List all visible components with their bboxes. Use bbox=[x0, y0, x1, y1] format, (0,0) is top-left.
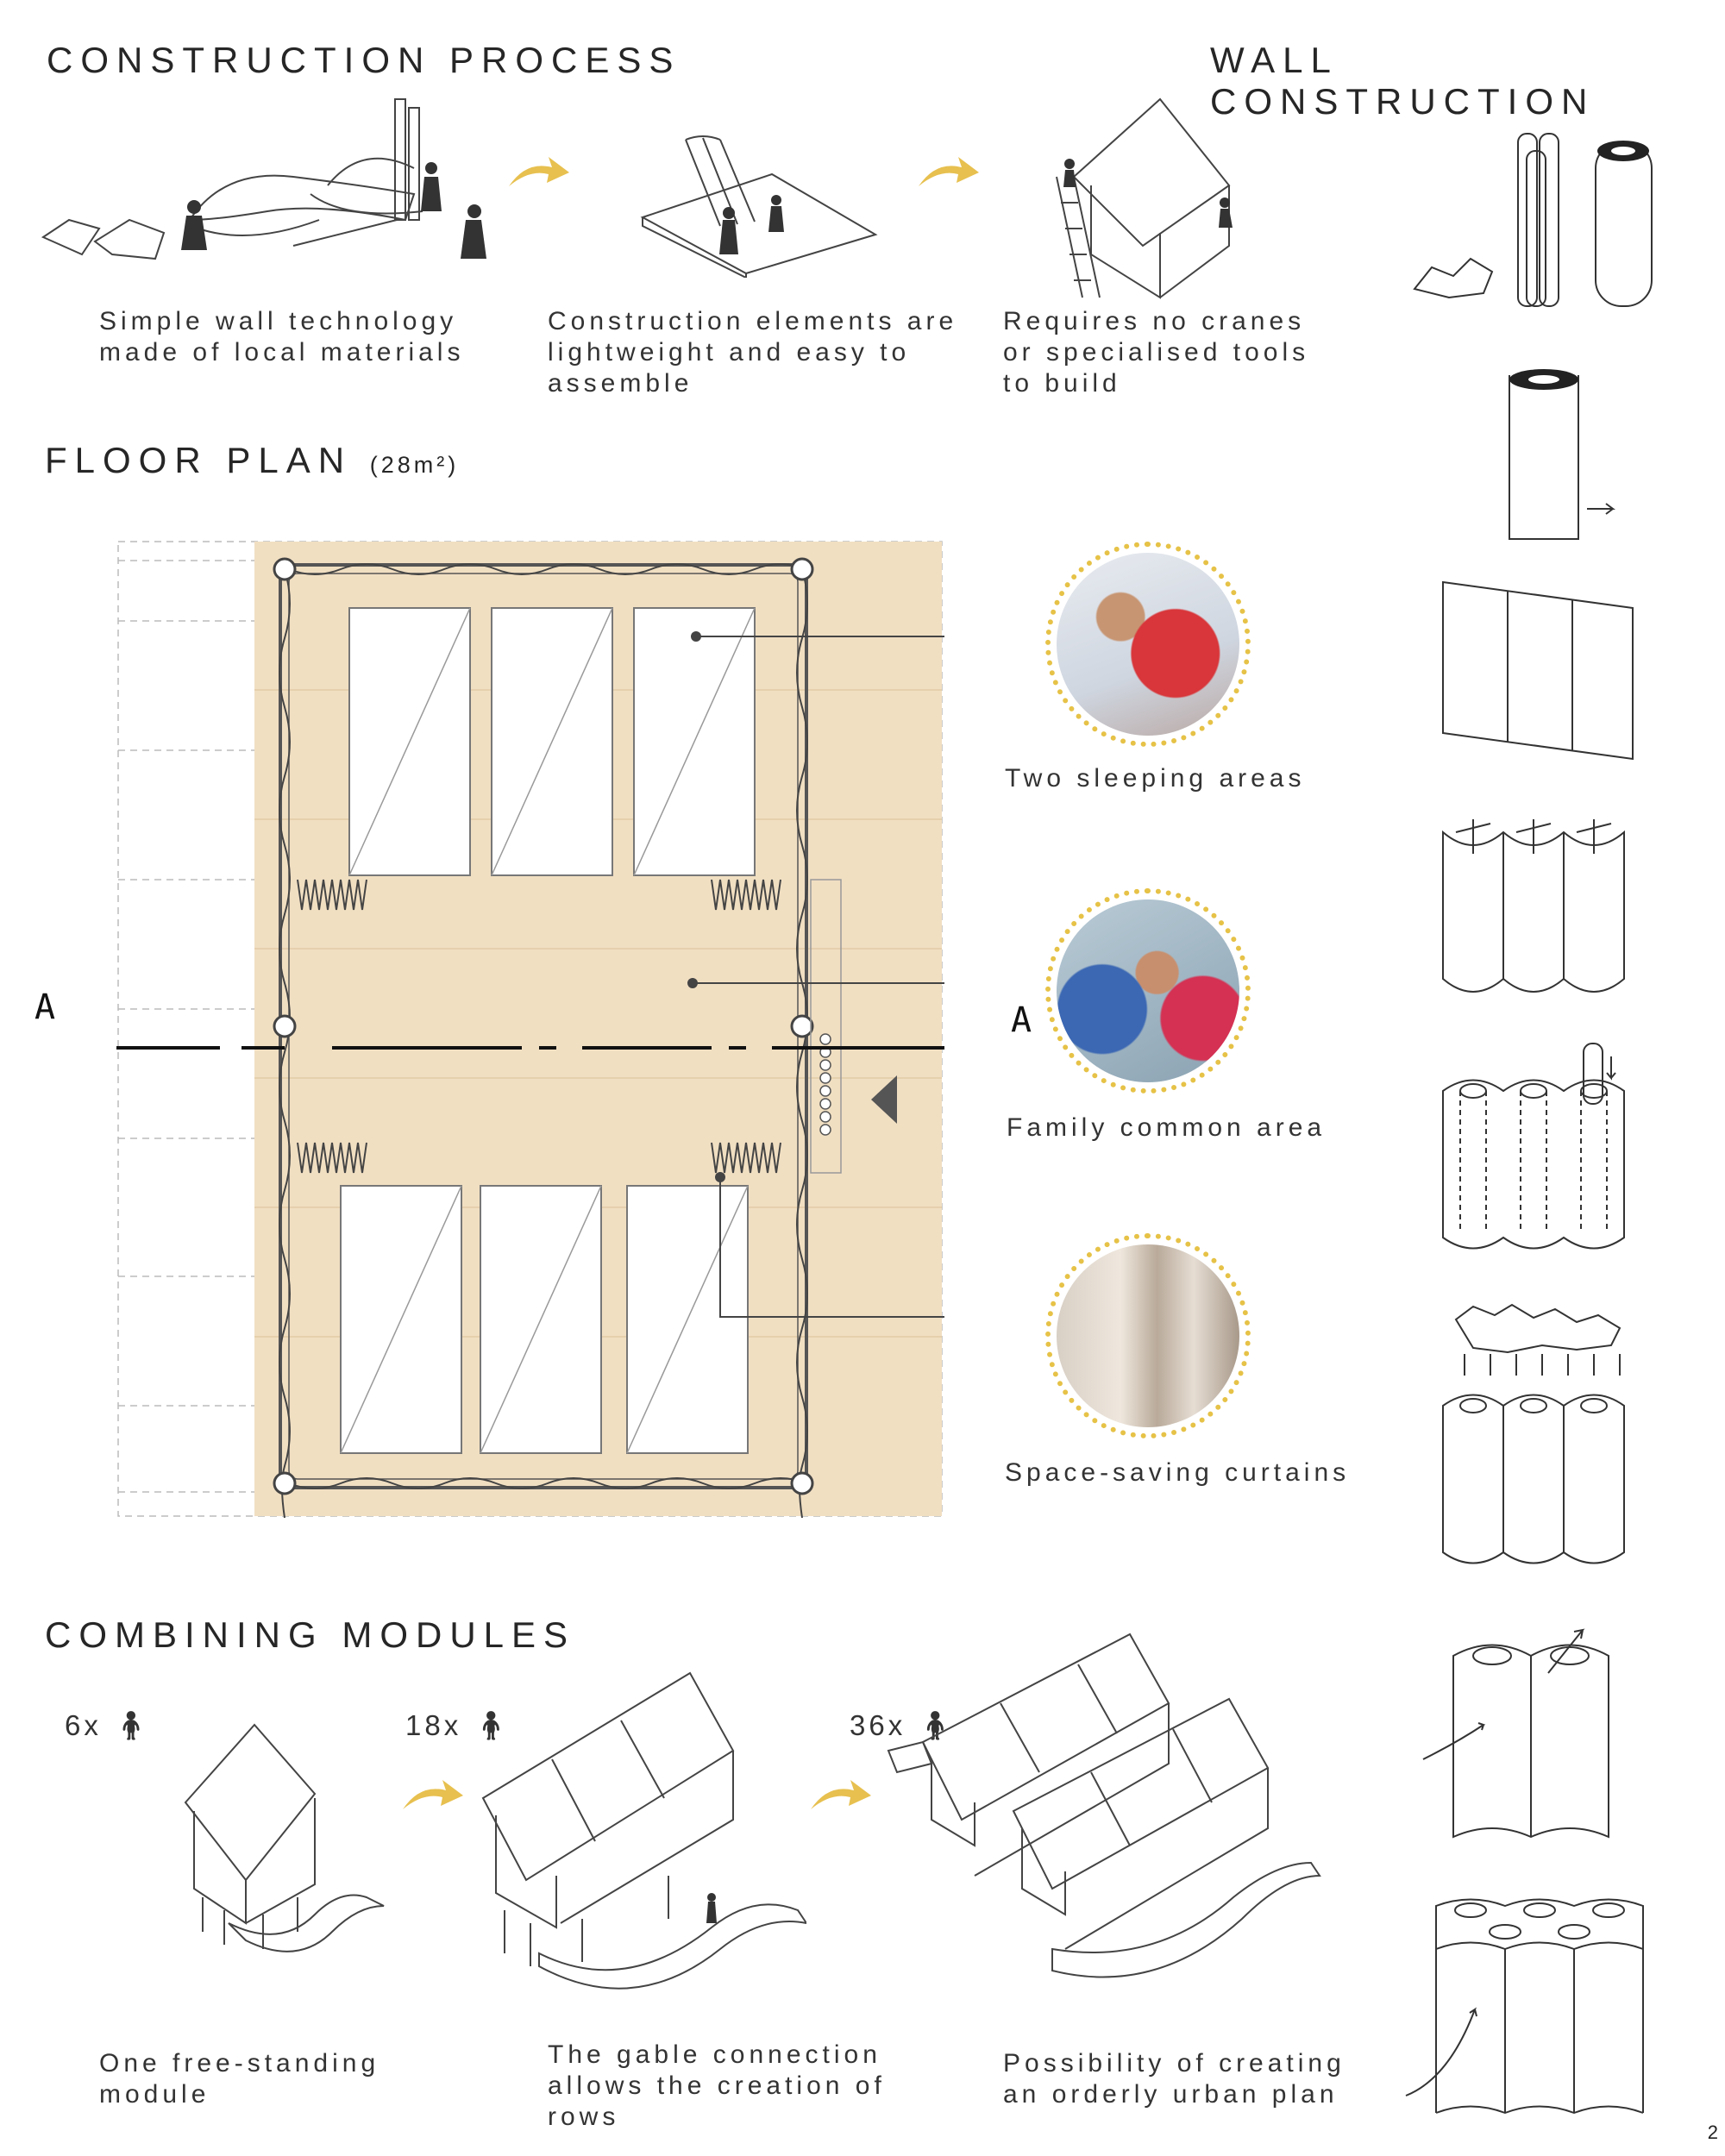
no-cranes-illustration bbox=[1022, 91, 1246, 306]
module-caption-3: Possibility of creating an orderly urban plan bbox=[1003, 2049, 1346, 2109]
module-count-1-text: 6x bbox=[65, 1709, 102, 1741]
curtain-photo bbox=[1057, 1244, 1239, 1427]
sleeping-man-photo bbox=[1057, 553, 1239, 736]
zone-caption-common: Family common area bbox=[1007, 1113, 1327, 1142]
wall-step-4-fold-illustration bbox=[1439, 815, 1646, 1022]
process-caption-3: Requires no cranes or specialised tools to build bbox=[1003, 307, 1310, 398]
wall-step-1-materials-illustration bbox=[1406, 125, 1665, 319]
wall-step-5-insert-tubes-illustration bbox=[1439, 1039, 1654, 1263]
zone-caption-curtains: Space-saving curtains bbox=[1005, 1458, 1351, 1487]
yellow-arrow-1-icon bbox=[505, 154, 574, 192]
wall-step-6-fill-illustration bbox=[1439, 1294, 1654, 1578]
section-marker-left: A bbox=[34, 987, 56, 1027]
construction-process-heading: CONSTRUCTION PROCESS bbox=[47, 40, 681, 80]
person-icon: 🧍︎ bbox=[113, 1709, 153, 1741]
floor-plan-heading bbox=[45, 440, 459, 481]
wall-construction-heading: WALL CONSTRUCTION bbox=[1210, 40, 1596, 122]
wall-step-3-flat-panel-illustration bbox=[1439, 573, 1646, 763]
wall-step-8-double-wall-illustration bbox=[1402, 1889, 1669, 2122]
combining-modules-heading: COMBINING MODULES bbox=[45, 1614, 576, 1655]
zone-caption-sleeping: Two sleeping areas bbox=[1005, 764, 1306, 793]
wall-step-2-unroll-illustration bbox=[1492, 358, 1630, 548]
module-count-1 bbox=[65, 1709, 153, 1743]
process-caption-1: Simple wall technology made of local materials bbox=[99, 307, 465, 367]
floor-plan-title: FLOOR PLAN bbox=[45, 440, 353, 480]
floor-plan-svg bbox=[116, 535, 944, 1518]
floor-plan-area: (28m²) bbox=[369, 452, 460, 478]
module-caption-2: The gable connection allows the creation of rows bbox=[548, 2040, 886, 2131]
lightweight-elements-illustration bbox=[634, 131, 884, 278]
urban-plan-illustration bbox=[880, 1630, 1328, 2009]
section-marker-right: A bbox=[1011, 1000, 1032, 1040]
family-photo bbox=[1057, 899, 1239, 1082]
local-materials-illustration bbox=[34, 91, 500, 280]
module-count-3-text: 36x bbox=[850, 1709, 906, 1741]
person-icon: 🧍︎ bbox=[473, 1709, 513, 1741]
yellow-arrow-3-icon bbox=[398, 1777, 467, 1815]
module-count-2-text: 18x bbox=[405, 1709, 462, 1741]
single-module-illustration bbox=[177, 1716, 392, 1966]
person-icon: 🧍︎ bbox=[917, 1709, 957, 1741]
module-caption-1: One free-standing module bbox=[99, 2049, 380, 2109]
floor-plan-drawing bbox=[116, 535, 944, 1518]
process-caption-2: Construction elements are lightweight and easy to assemble bbox=[548, 307, 958, 398]
yellow-arrow-2-icon bbox=[914, 154, 983, 192]
yellow-arrow-4-icon bbox=[806, 1777, 875, 1815]
module-row-illustration bbox=[479, 1669, 806, 2031]
page-number: 2 bbox=[1707, 2122, 1718, 2143]
wall-step-7-single-wall-illustration bbox=[1419, 1621, 1656, 1846]
